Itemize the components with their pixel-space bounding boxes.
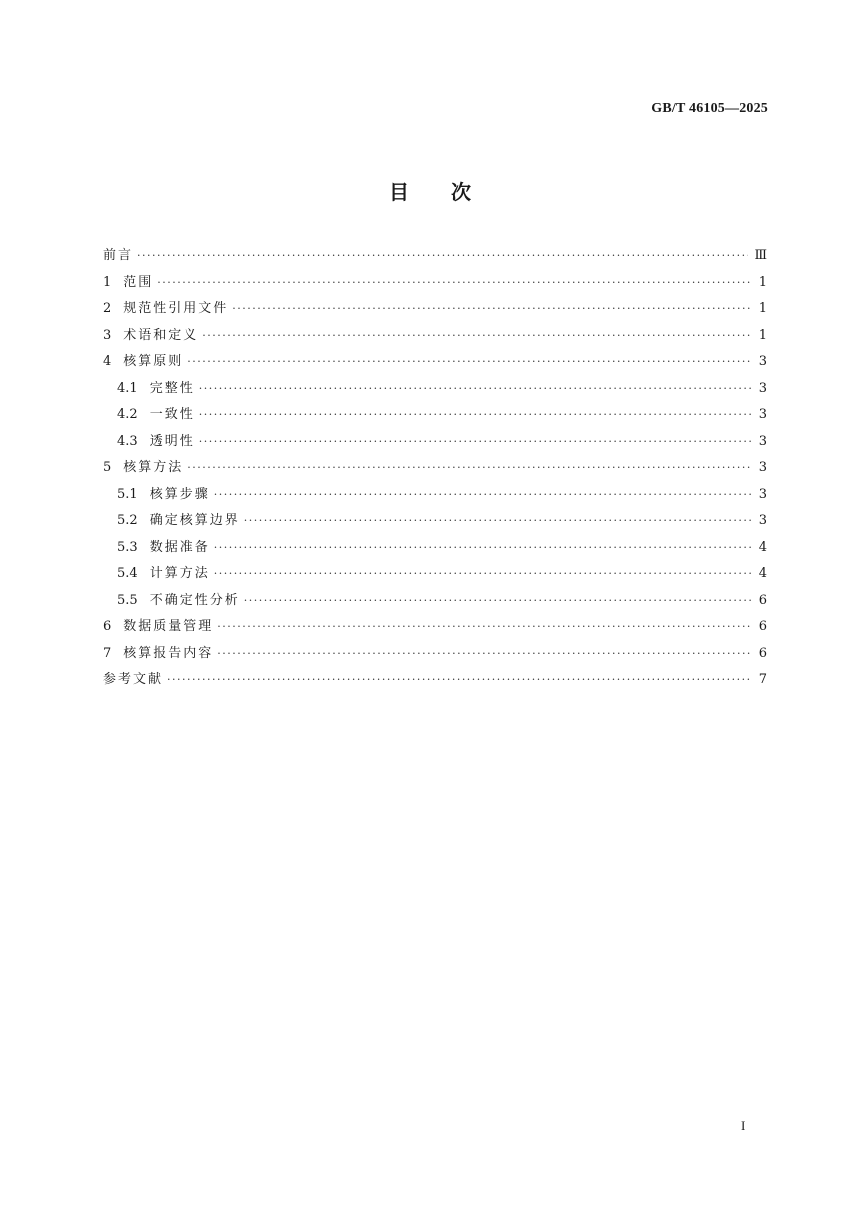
toc-entry[interactable]: [103, 456, 767, 483]
toc-dot-leader: [167, 673, 751, 686]
toc-entry-page: 3: [758, 407, 767, 422]
toc-entry[interactable]: [103, 297, 767, 324]
toc-dot-leader: [199, 435, 751, 448]
toc-entry[interactable]: [103, 615, 767, 642]
toc-entry-page: 1: [758, 327, 767, 343]
toc-entry-page: 7: [758, 672, 767, 687]
toc-entry[interactable]: [103, 483, 767, 510]
toc-entry[interactable]: [103, 350, 767, 377]
toc-entry-number: 4.1: [117, 380, 138, 396]
toc-entry-number: 7: [103, 645, 112, 661]
toc-entry[interactable]: [103, 271, 767, 298]
toc-entry-title: 核算步骤: [149, 486, 210, 502]
toc-entry[interactable]: [103, 377, 767, 404]
toc-entry-page: 3: [758, 433, 767, 449]
toc-entry-number: 2: [103, 301, 112, 316]
toc-entry-title: 透明性: [149, 433, 195, 449]
toc-entry[interactable]: [103, 430, 767, 457]
table-of-contents: [103, 244, 767, 695]
toc-entry-title: 范围: [123, 274, 154, 290]
toc-entry-title: 不确定性分析: [149, 592, 240, 608]
toc-entry-number: 4: [103, 354, 112, 369]
toc-entry-title: 核算原则: [123, 354, 184, 369]
toc-entry-title: 完整性: [149, 380, 195, 396]
toc-dot-leader: [244, 514, 751, 527]
toc-entry-title: 术语和定义: [123, 327, 199, 343]
toc-entry-page: 4: [758, 539, 767, 555]
toc-entry-number: 5.3: [117, 539, 138, 555]
toc-entry-page: 4: [758, 566, 767, 581]
toc-dot-leader: [199, 408, 751, 421]
toc-entry-title: 数据准备: [149, 539, 210, 555]
toc-entry-page: 3: [758, 513, 767, 528]
toc-entry-page: 3: [758, 486, 767, 502]
toc-entry-number: 4.3: [117, 433, 138, 449]
toc-entry[interactable]: [103, 642, 767, 669]
toc-entry-title: 数据质量管理: [123, 619, 214, 634]
toc-entry[interactable]: [103, 589, 767, 616]
toc-entry-page: 3: [758, 460, 767, 475]
toc-entry-number: 5.4: [117, 566, 138, 581]
toc-entry-title: 规范性引用文件: [123, 301, 229, 316]
toc-entry-number: 6: [103, 619, 112, 634]
toc-entry-page: 6: [758, 645, 767, 661]
toc-dot-leader: [214, 488, 751, 501]
toc-entry[interactable]: [103, 509, 767, 536]
toc-entry-title: 参考文献: [103, 672, 164, 687]
toc-dot-leader: [232, 302, 751, 315]
toc-entry-number: 3: [103, 327, 112, 343]
toc-entry-page: 6: [758, 619, 767, 634]
toc-entry[interactable]: [103, 536, 767, 563]
toc-entry-page: Ⅲ: [754, 248, 767, 263]
toc-entry-number: 5.1: [117, 486, 138, 502]
page-title: 目次: [389, 180, 513, 204]
toc-entry-page: 3: [758, 354, 767, 369]
toc-dot-leader: [137, 249, 748, 262]
toc-dot-leader: [214, 567, 751, 580]
toc-entry-number: 4.2: [117, 407, 138, 422]
toc-entry-page: 1: [758, 301, 767, 316]
standard-code: GB/T 46105—2025: [651, 101, 768, 116]
toc-dot-leader: [157, 276, 751, 289]
toc-dot-leader: [217, 647, 751, 660]
toc-entry-page: 3: [758, 380, 767, 396]
toc-entry-page: 1: [758, 274, 767, 290]
toc-entry-title: 核算方法: [123, 460, 184, 475]
toc-entry-page: 6: [758, 592, 767, 608]
toc-entry[interactable]: [103, 324, 767, 351]
page-number: I: [741, 1118, 746, 1133]
toc-dot-leader: [244, 594, 751, 607]
toc-dot-leader: [187, 461, 751, 474]
toc-entry-title: 确定核算边界: [149, 513, 240, 528]
toc-entry-title: 核算报告内容: [123, 645, 214, 661]
toc-dot-leader: [202, 329, 751, 342]
toc-dot-leader: [187, 355, 751, 368]
toc-entry-title: 前言: [103, 248, 134, 263]
toc-entry-title: 计算方法: [149, 566, 210, 581]
toc-entry-number: 5.2: [117, 513, 138, 528]
toc-dot-leader: [199, 382, 751, 395]
toc-dot-leader: [214, 541, 751, 554]
toc-dot-leader: [217, 620, 751, 633]
toc-entry-title: 一致性: [149, 407, 195, 422]
toc-entry[interactable]: [103, 668, 767, 695]
toc-entry-number: 1: [103, 274, 112, 290]
toc-entry[interactable]: [103, 244, 767, 271]
toc-entry-number: 5.5: [117, 592, 138, 608]
toc-entry[interactable]: [103, 562, 767, 589]
toc-entry[interactable]: [103, 403, 767, 430]
toc-entry-number: 5: [103, 460, 112, 475]
